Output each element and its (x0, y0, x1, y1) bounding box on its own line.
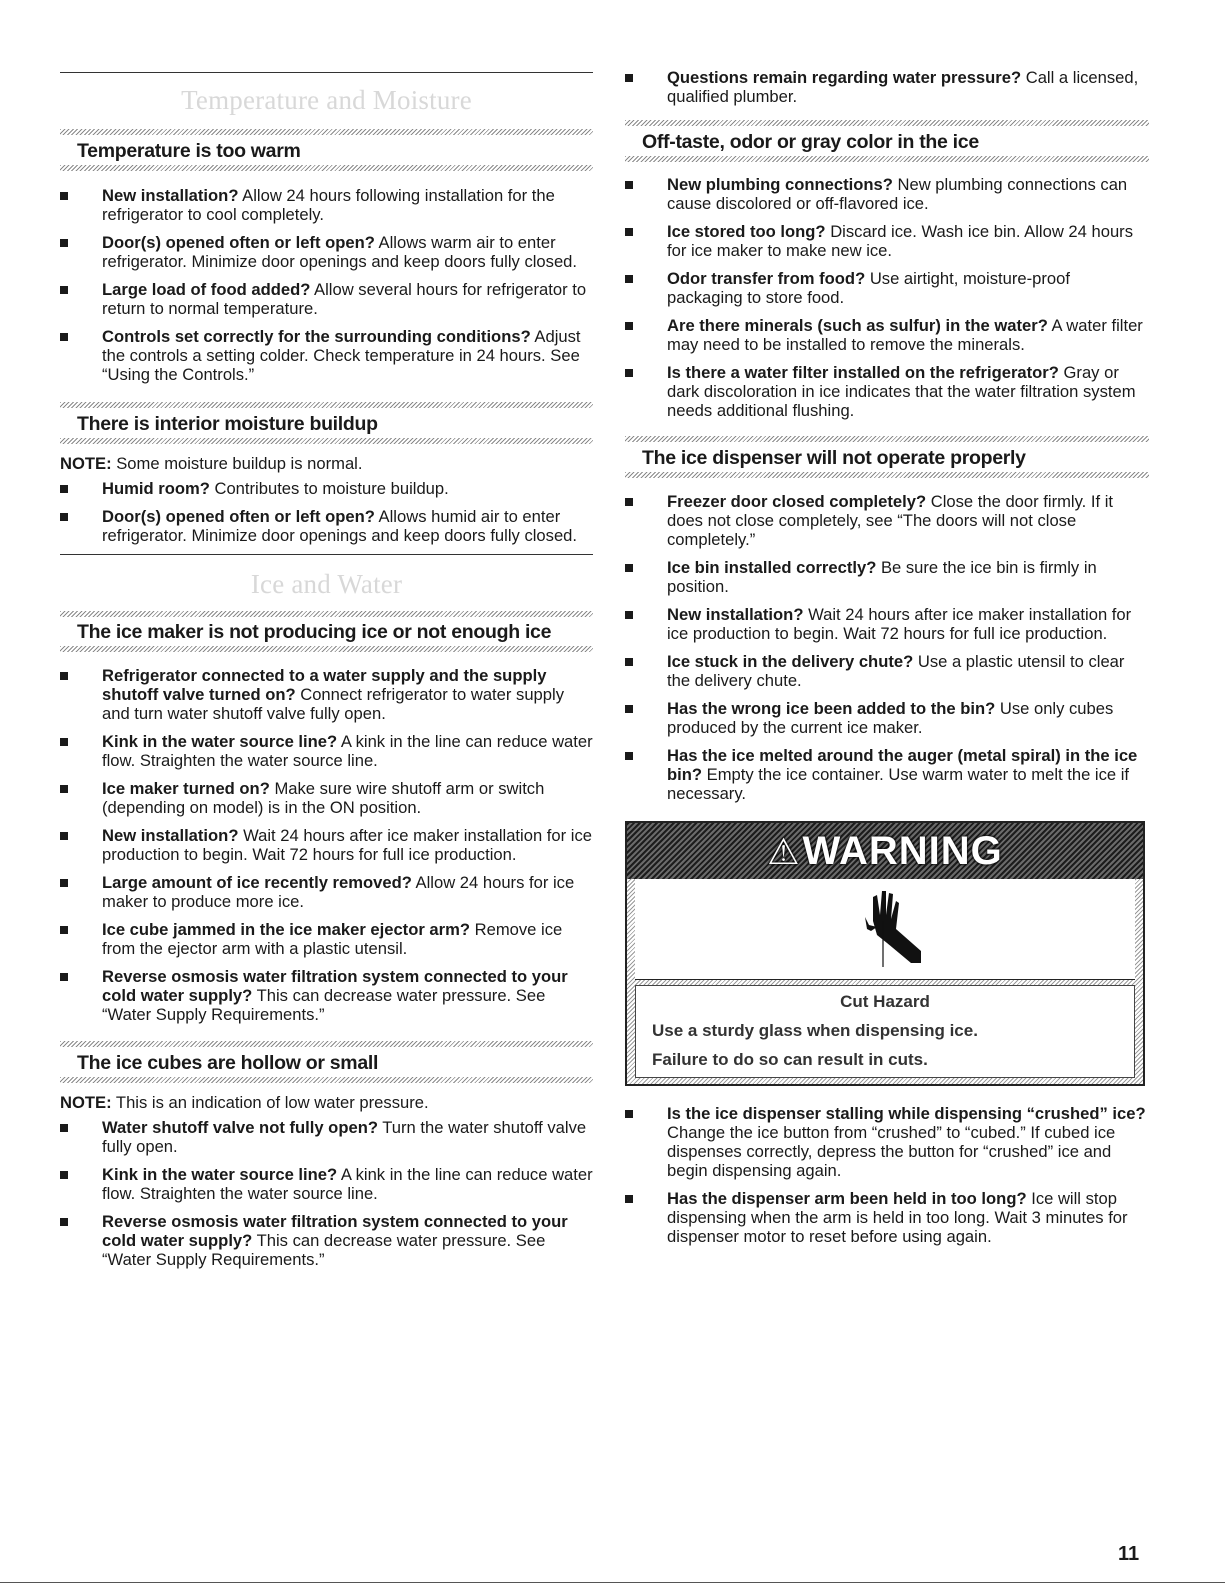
bullet-list-dispenser-continued (625, 1104, 1149, 1255)
item-question: Kink in the water source line? (102, 1165, 338, 1184)
bullet-list-ice-maker (60, 666, 593, 1024)
list-item (625, 1104, 1149, 1180)
item-answer: Use only cubes produced by the current ice maker. (667, 699, 1114, 737)
list-item (625, 699, 1149, 737)
warning-icon-area (635, 879, 1135, 980)
item-answer: Allows warm air to enter refrigerator. Minimize door openings and keep doors fully closed. (102, 233, 578, 271)
list-item (625, 316, 1149, 354)
hatch-divider (60, 402, 593, 408)
note (60, 454, 593, 473)
bullet-square-icon (625, 228, 633, 236)
item-answer: Discard ice. Wash ice bin. Allow 24 hours for ice maker to make new ice. (667, 222, 1133, 260)
subheading-off-taste: Off-taste, odor or gray color in the ice (642, 131, 979, 153)
bullet-square-icon (60, 1124, 68, 1132)
list-item (60, 732, 593, 770)
bullet-square-icon (60, 672, 68, 680)
item-question: Controls set correctly for the surrounding conditions? (102, 327, 531, 346)
hatch-divider (60, 1077, 593, 1083)
bottom-rule (0, 1582, 1225, 1583)
item-answer: Allow 24 hours for ice maker to produce more ice. (102, 873, 575, 911)
item-answer: Allow several hours for refrigerator to return to normal temperature. (102, 280, 587, 318)
hatch-divider (625, 436, 1149, 442)
list-item (60, 779, 593, 817)
list-item (625, 175, 1149, 213)
bullet-square-icon (625, 74, 633, 82)
item-question: Is there a water filter installed on the refrigerator? (667, 363, 1059, 382)
subheading-temperature-warm: Temperature is too warm (77, 140, 301, 162)
item-question: Large amount of ice recently removed? (102, 873, 412, 892)
left-column (60, 0, 593, 1278)
item-question: Refrigerator connected to a water supply and the supply shutoff valve turned on? (102, 666, 547, 704)
item-answer: Close the door firmly. If it does not close completely, see “The doors will not close completely.” (667, 492, 1114, 549)
page-number: 11 (1118, 1543, 1140, 1565)
list-item (625, 652, 1149, 690)
bullet-square-icon (60, 973, 68, 981)
item-question: Reverse osmosis water filtration system connected to your cold water supply? (102, 1212, 568, 1250)
note-label: NOTE: (60, 1093, 112, 1112)
list-item (60, 1118, 593, 1156)
hatch-divider (625, 156, 1149, 162)
item-answer: A kink in the line can reduce water flow. Straighten the water source line. (102, 732, 593, 770)
item-answer: New plumbing connections can cause discolored or off-flavored ice. (667, 175, 1128, 213)
list-item (625, 1189, 1149, 1246)
cut-hazard-hand-icon (635, 879, 1139, 977)
item-answer: Wait 24 hours after ice maker installation for ice production to begin. Wait 72 hours for full ice production. (667, 605, 1132, 643)
section-title-ice-water: Ice and Water (250, 569, 403, 599)
warning-line-1: Use a sturdy glass when dispensing ice. (652, 1021, 978, 1040)
item-answer: Wait 24 hours after ice maker installation for ice production to begin. Wait 72 hours for full ice production. (102, 826, 592, 864)
item-question: Humid room? (102, 479, 210, 498)
item-question: Ice stuck in the delivery chute? (667, 652, 914, 671)
bullet-square-icon (60, 926, 68, 934)
hatch-divider (60, 165, 593, 171)
item-question: Odor transfer from food? (667, 269, 866, 288)
item-answer: Adjust the controls a setting colder. Check temperature in 24 hours. See “Using the Controls.” (102, 327, 581, 384)
item-question: New installation? (102, 826, 239, 845)
note-label: NOTE: (60, 454, 112, 473)
section-title-temperature: Temperature and Moisture (181, 85, 472, 115)
hatch-divider (625, 472, 1149, 478)
item-answer: Empty the ice container. Use warm water to melt the ice if necessary. (667, 765, 1130, 803)
section-rule (60, 72, 593, 73)
bullet-square-icon (625, 564, 633, 572)
item-question: Reverse osmosis water filtration system connected to your cold water supply? (102, 967, 568, 1005)
item-question: Ice bin installed correctly? (667, 558, 877, 577)
section-rule (60, 554, 593, 555)
note (60, 1093, 593, 1112)
item-question: Ice stored too long? (667, 222, 826, 241)
note-text: This is an indication of low water pressure. (111, 1093, 429, 1112)
item-question: Is the ice dispenser stalling while dispensing “crushed” ice? (667, 1104, 1146, 1123)
list-item (625, 222, 1149, 260)
bullet-square-icon (60, 738, 68, 746)
item-answer: Allow 24 hours following installation for the refrigerator to cool completely. (102, 186, 555, 224)
list-item (60, 1212, 593, 1269)
warning-header (627, 823, 1143, 879)
hatch-divider (60, 646, 593, 652)
list-item (60, 280, 593, 318)
bullet-square-icon (625, 498, 633, 506)
item-question: Has the wrong ice been added to the bin? (667, 699, 996, 718)
warning-message (635, 985, 1135, 1078)
item-question: Door(s) opened often or left open? (102, 233, 375, 252)
bullet-square-icon (625, 1110, 633, 1118)
bullet-square-icon (625, 369, 633, 377)
item-answer: Contributes to moisture buildup. (209, 479, 449, 498)
item-answer: Connect refrigerator to water supply and turn water shutoff valve fully open. (102, 685, 565, 723)
warning-line-2: Failure to do so can result in cuts. (652, 1050, 928, 1069)
item-question: Are there minerals (such as sulfur) in the water? (667, 316, 1048, 335)
hatch-divider (60, 129, 593, 135)
list-item (625, 492, 1149, 549)
bullet-square-icon (60, 239, 68, 247)
hatch-divider (60, 1041, 593, 1047)
bullet-square-icon (60, 513, 68, 521)
item-answer: Turn the water shutoff valve fully open. (102, 1118, 587, 1156)
item-answer: Change the ice button from “crushed” to “cubed.” If cubed ice dispenses correctly, depress the button for “crushed” ice and begin dispensing again. (667, 1123, 1116, 1180)
warning-triangle-icon: ⚠ (767, 830, 801, 872)
item-answer: This can decrease water pressure. See “Water Supply Requirements.” (102, 986, 546, 1024)
bullet-square-icon (60, 785, 68, 793)
bullet-square-icon (625, 275, 633, 283)
bullet-list-off-taste (625, 175, 1149, 420)
item-answer: Ice will stop dispensing when the arm is held in too long. Wait 3 minutes for dispenser motor to reset before using again. (667, 1189, 1128, 1246)
item-question: Water shutoff valve not fully open? (102, 1118, 378, 1137)
bullet-list-dispenser (625, 492, 1149, 803)
bullet-square-icon (60, 1171, 68, 1179)
bullet-list-hollow-cubes (60, 1118, 593, 1269)
list-item (625, 746, 1149, 803)
bullet-square-icon (625, 705, 633, 713)
bullet-square-icon (60, 192, 68, 200)
bullet-square-icon (625, 181, 633, 189)
item-question: Ice cube jammed in the ice maker ejector arm? (102, 920, 470, 939)
bullet-square-icon (60, 879, 68, 887)
item-answer: Allows humid air to enter refrigerator. Minimize door openings and keep doors fully closed. (102, 507, 578, 545)
bullet-square-icon (625, 322, 633, 330)
item-question: Questions remain regarding water pressure? (667, 68, 1022, 87)
list-item (60, 186, 593, 224)
item-question: New installation? (102, 186, 239, 205)
bullet-square-icon (625, 611, 633, 619)
item-question: New plumbing connections? (667, 175, 893, 194)
list-item (625, 558, 1149, 596)
item-answer: Use a plastic utensil to clear the delivery chute. (667, 652, 1125, 690)
item-question: Has the ice melted around the auger (metal spiral) in the ice bin? (667, 746, 1138, 784)
hatch-divider (60, 611, 593, 617)
item-answer: Be sure the ice bin is firmly in position. (667, 558, 1097, 596)
subheading-dispenser: The ice dispenser will not operate properly (642, 447, 1026, 469)
item-answer: Remove ice from the ejector arm with a plastic utensil. (102, 920, 563, 958)
bullet-square-icon (60, 286, 68, 294)
bullet-square-icon (60, 832, 68, 840)
list-item (625, 363, 1149, 420)
item-answer: This can decrease water pressure. See “Water Supply Requirements.” (102, 1231, 546, 1269)
list-item (60, 826, 593, 864)
item-question: Has the dispenser arm been held in too long? (667, 1189, 1027, 1208)
bullet-list-temperature (60, 186, 593, 384)
item-question: Kink in the water source line? (102, 732, 338, 751)
subheading-hollow-cubes: The ice cubes are hollow or small (77, 1052, 379, 1074)
item-question: Ice maker turned on? (102, 779, 270, 798)
subheading-ice-maker: The ice maker is not producing ice or not enough ice (77, 621, 552, 643)
item-question: Door(s) opened often or left open? (102, 507, 375, 526)
bullet-square-icon (625, 658, 633, 666)
list-item (60, 920, 593, 958)
bullet-list-water-pressure (625, 68, 1149, 106)
hatch-divider (625, 120, 1149, 126)
warning-header-text: WARNING (802, 828, 1003, 873)
list-item (60, 327, 593, 384)
item-answer: Make sure wire shutoff arm or switch (depending on model) is in the ON position. (102, 779, 545, 817)
list-item (625, 605, 1149, 643)
bullet-square-icon (625, 752, 633, 760)
list-item (60, 666, 593, 723)
list-item (60, 479, 593, 498)
warning-box (625, 821, 1145, 1086)
list-item (60, 1165, 593, 1203)
note-text: Some moisture buildup is normal. (111, 454, 363, 473)
list-item (60, 967, 593, 1024)
item-question: Freezer door closed completely? (667, 492, 927, 511)
bullet-square-icon (60, 333, 68, 341)
subheading-moisture: There is interior moisture buildup (77, 413, 378, 435)
item-answer: Call a licensed, qualified plumber. (667, 68, 1139, 106)
item-answer: A water filter may need to be installed to remove the minerals. (667, 316, 1143, 354)
list-item (60, 873, 593, 911)
warning-hazard-title: Cut Hazard (840, 992, 930, 1011)
list-item (60, 507, 593, 545)
hatch-divider (60, 438, 593, 444)
list-item (625, 68, 1149, 106)
list-item (60, 233, 593, 271)
item-answer: A kink in the line can reduce water flow. Straighten the water source line. (102, 1165, 593, 1203)
list-item (625, 269, 1149, 307)
item-answer: Use airtight, moisture-proof packaging to store food. (667, 269, 1070, 307)
item-question: Large load of food added? (102, 280, 311, 299)
item-question: New installation? (667, 605, 804, 624)
bullet-square-icon (60, 485, 68, 493)
item-answer: Gray or dark discoloration in ice indicates that the water filtration system needs additional flushing. (667, 363, 1136, 420)
bullet-list-moisture (60, 479, 593, 545)
bullet-square-icon (60, 1218, 68, 1226)
bullet-square-icon (625, 1195, 633, 1203)
